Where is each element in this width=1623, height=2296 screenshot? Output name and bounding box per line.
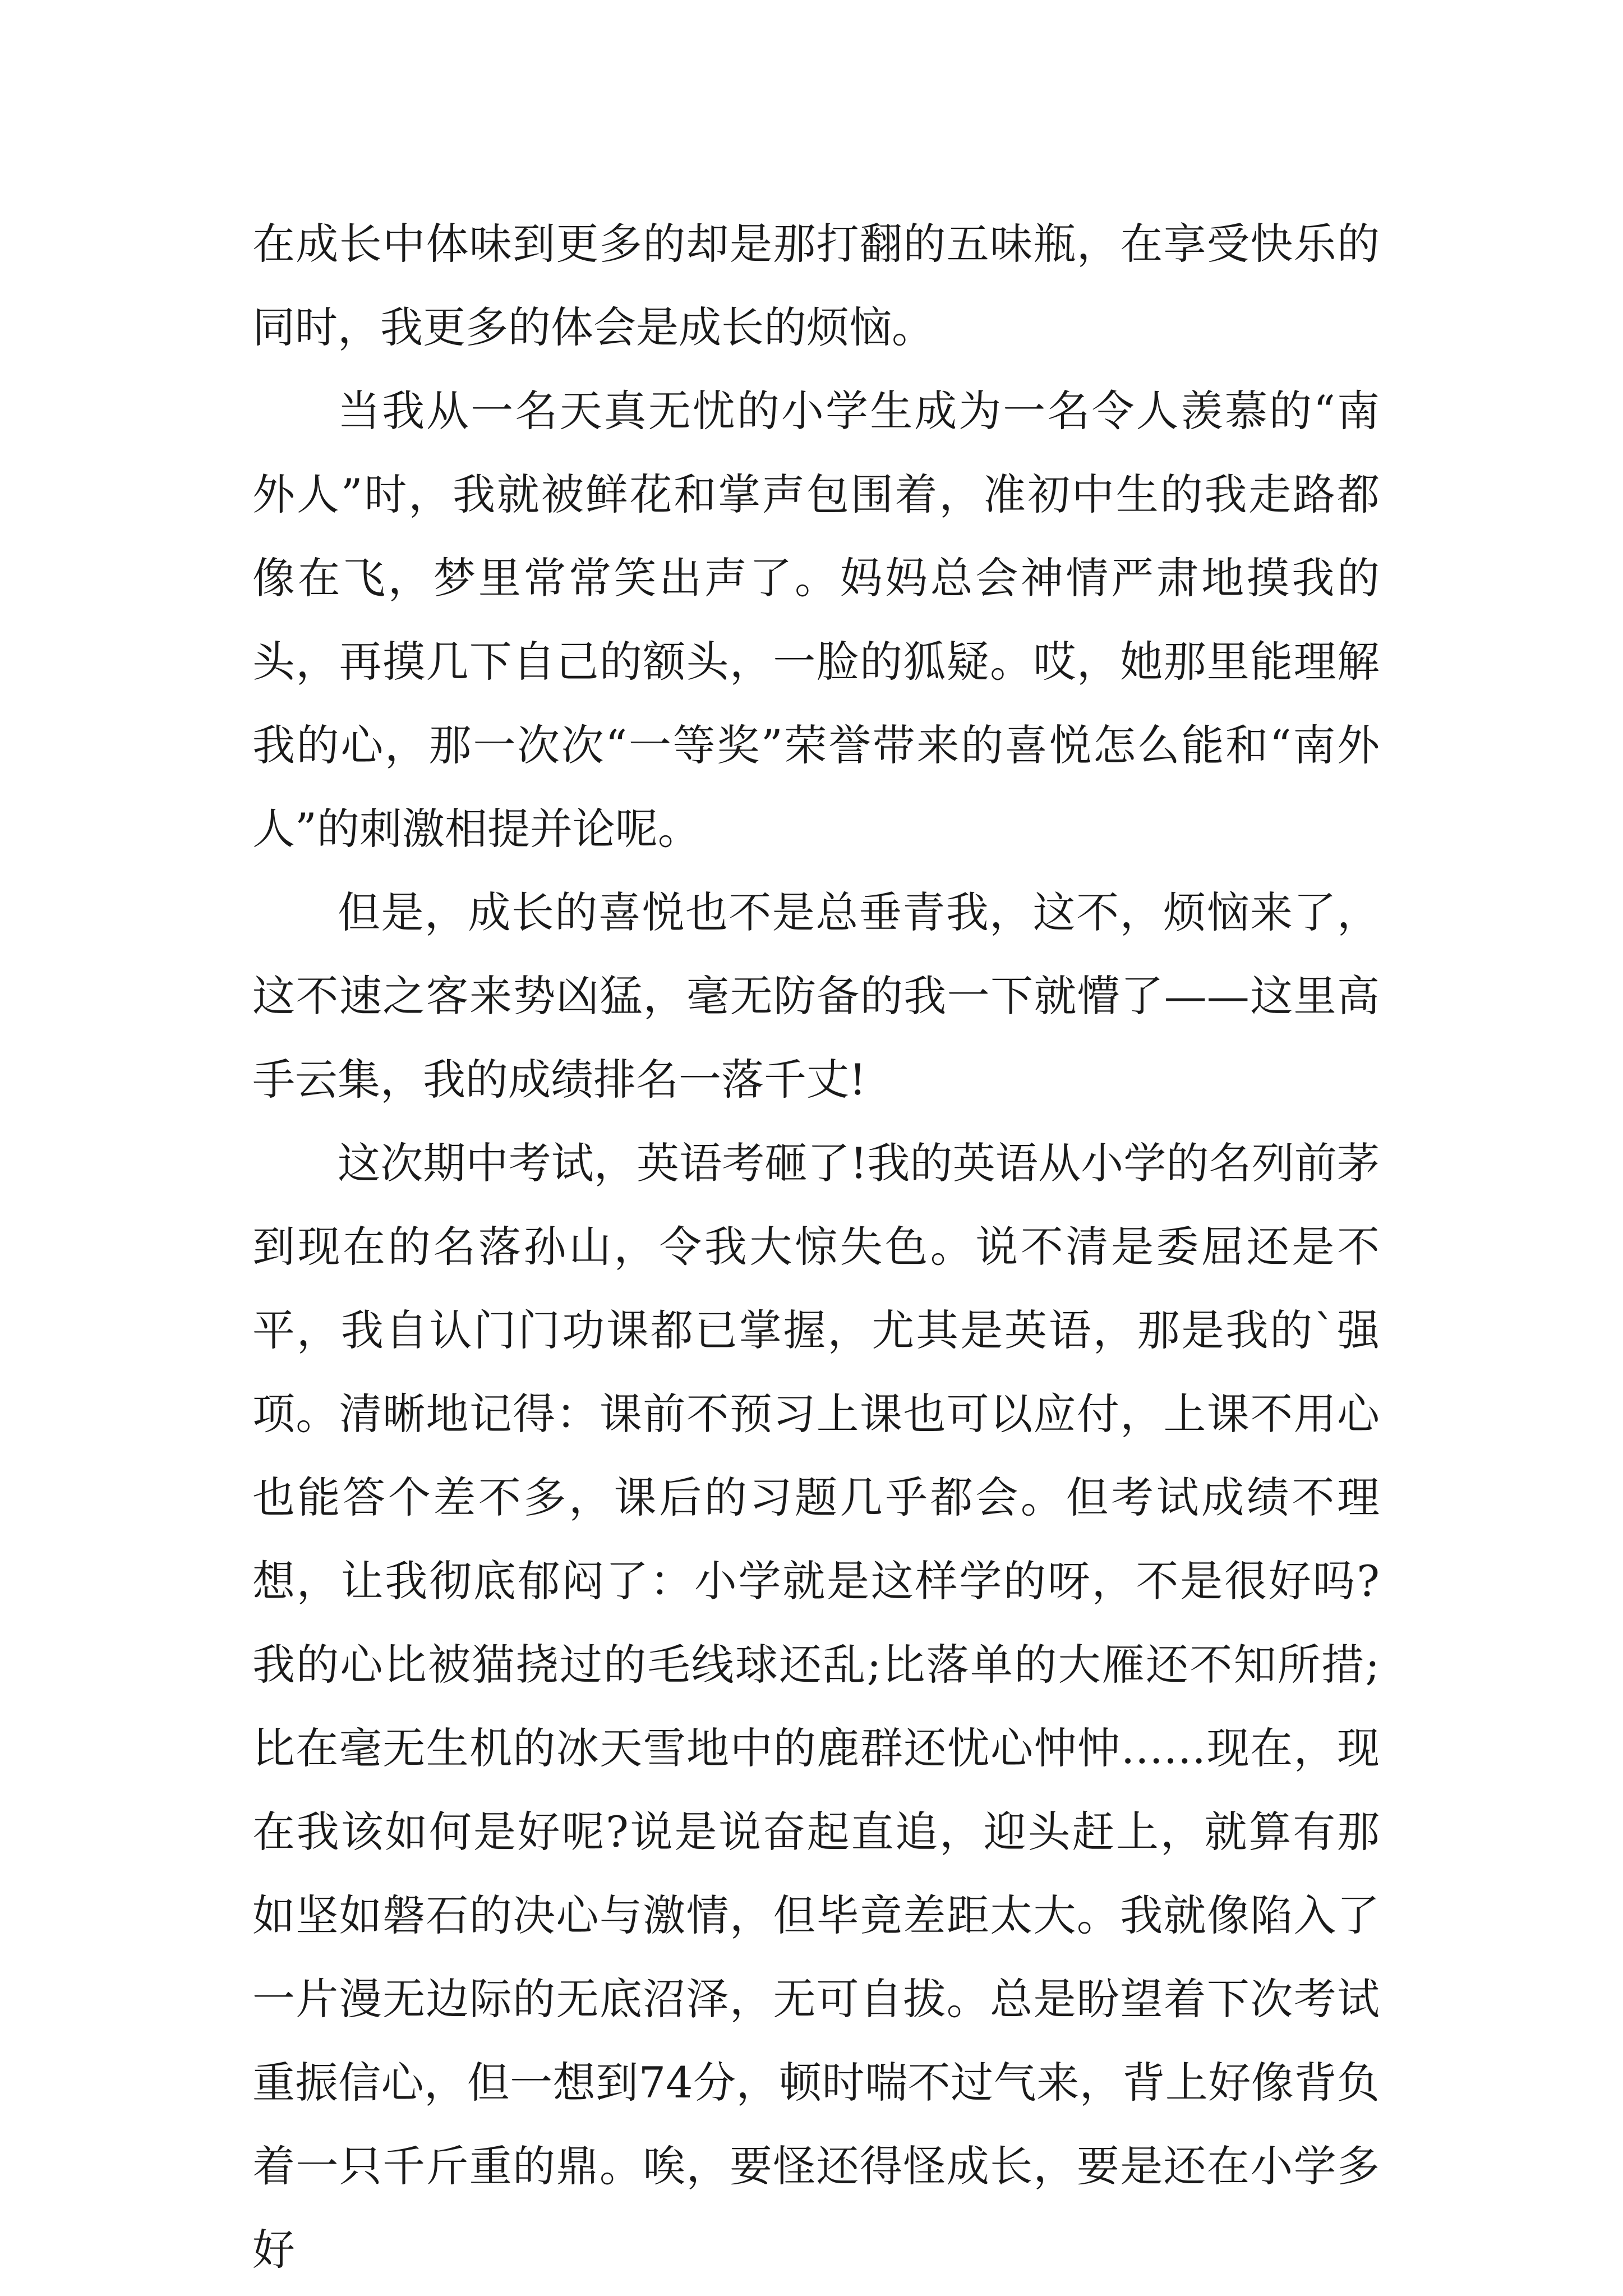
paragraph-1: 在成长中体味到更多的却是那打翻的五味瓶，在享受快乐的同时，我更多的体会是成长的烦恼。 xyxy=(252,219,1380,352)
paragraph-2: 当我从一名天真无忧的小学生成为一名令人羡慕的“南外人”时，我就被鲜花和掌声包围着，准初中生的我走路都像在飞，梦里常常笑出声了。妈妈总会神情严肃地摸我的头，再摸几下自己的额头，一脸的狐疑。哎，她那里能理解我的心，那一次次“一等奖”荣誉带来的喜悦怎么能和“南外人”的刺激相提并论呢。 xyxy=(252,386,1380,854)
body-text xyxy=(252,202,1380,2292)
paragraph-4: 这次期中考试，英语考砸了!我的英语从小学的名列前茅到现在的名落孙山，令我大惊失色。说不清是委屈还是不平，我自认门门功课都已掌握，尤其是英语，那是我的`强项。清晰地记得：课前不预习上课也可以应付，上课不用心也能答个差不多，课后的习题几乎都会。但考试成绩不理想，让我彻底郁闷了：小学就是这样学的呀，不是很好吗?我的心比被猫挠过的毛线球还乱;比落单的大雁还不知所措;比在毫无生机的冰天雪地中的鹿群还忧心忡忡……现在，现在我该如何是好呢?说是说奋起直追，迎头赶上，就算有那如坚如磐石的决心与激情，但毕竟差距太大。我就像陷入了一片漫无边际的无底沼泽，无可自拔。总是盼望着下次考试重振信心，但一想到74分，顿时喘不过气来，背上好像背负着一只千斤重的鼎。唉，要怪还得怪成长，要是还在小学多好 xyxy=(252,1138,1380,2275)
paragraph-3: 但是，成长的喜悦也不是总垂青我，这不，烦恼来了，这不速之客来势凶猛，毫无防备的我一下就懵了——这里高手云集，我的成绩排名一落千丈! xyxy=(252,887,1380,1105)
